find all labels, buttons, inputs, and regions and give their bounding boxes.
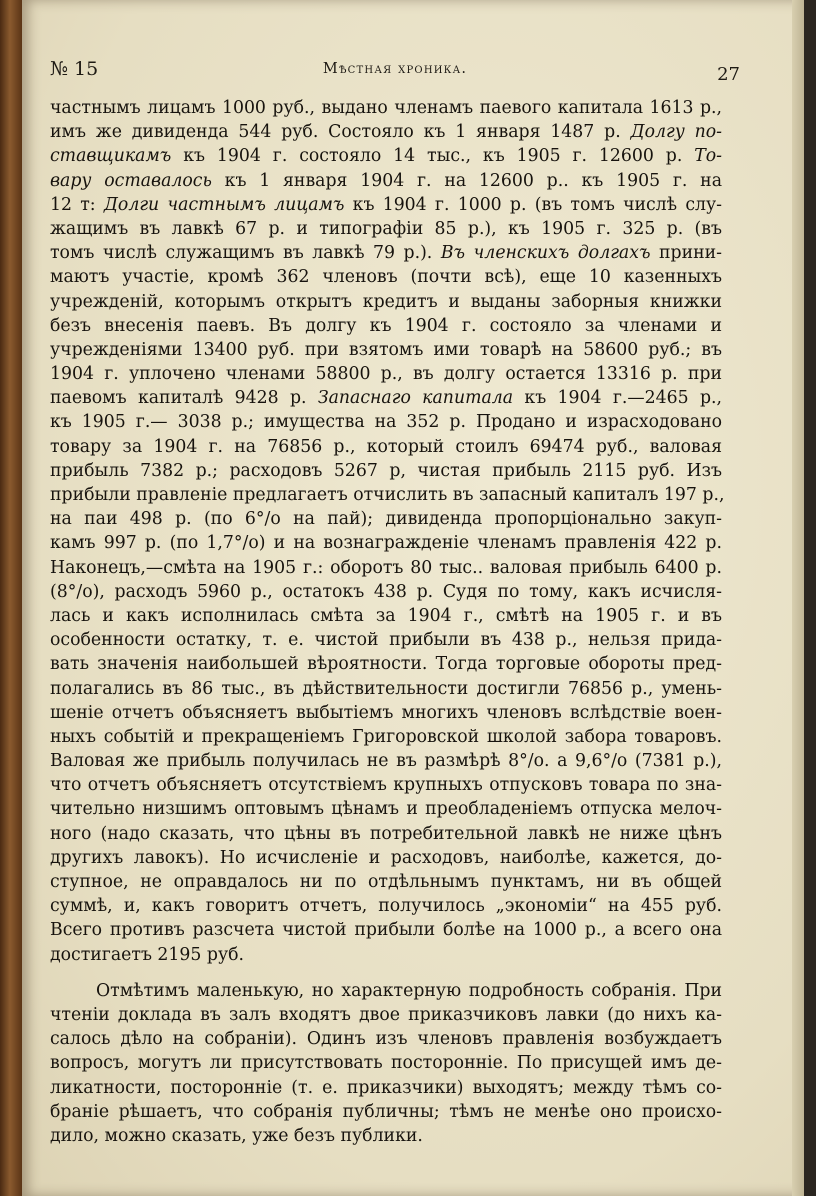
text-run: Валовая же прибыль получилась не въ размѣрѣ 8°/о. а 9,6°/о (7381 р.), bbox=[50, 751, 722, 772]
text-line bbox=[50, 701, 722, 725]
text-line bbox=[50, 459, 722, 483]
text-line bbox=[50, 241, 722, 265]
text-run: прини- bbox=[650, 243, 722, 264]
italic-term: Долгу по- bbox=[630, 122, 722, 143]
page-edge bbox=[792, 0, 804, 1196]
text-run: учрежденій, которымъ открытъ кредитъ и выданы заборныя книжки bbox=[50, 291, 722, 312]
text-run: безъ внесенія паевъ. Въ долгу къ 1904 г. состояло за членами и bbox=[50, 315, 722, 336]
italic-term: вару оставалось bbox=[50, 170, 212, 191]
text-line bbox=[50, 749, 722, 773]
text-run: томъ числѣ служащимъ въ лавкѣ 79 р.). bbox=[50, 243, 441, 264]
paragraph-gap bbox=[50, 967, 722, 979]
text-line bbox=[50, 362, 722, 386]
text-line bbox=[50, 193, 722, 217]
text-line bbox=[50, 725, 722, 749]
text-run: жащимъ въ лавкѣ 67 р. и типографіи 85 р.), къ 1905 г. 325 р. (въ bbox=[50, 218, 722, 239]
text-run: Наконецъ,—смѣта на 1905 г.: оборотъ 80 тыс.. валовая прибыль 6400 р. bbox=[50, 557, 722, 578]
text-run: вопросъ, могутъ ли присутствовать посторонніе. По присущей имъ де- bbox=[50, 1053, 722, 1074]
text-line bbox=[50, 1124, 722, 1148]
text-run: лась и какъ исполнилась смѣта за 1904 г., смѣтѣ на 1905 г. и въ bbox=[50, 605, 722, 626]
text-run: браніе рѣшаетъ, что собранія публичны; тѣмъ не менѣе оно происхо- bbox=[50, 1101, 722, 1122]
text-run: къ 1905 г.— 3038 р.; имущества на 352 р. Продано и израсходовано bbox=[50, 412, 722, 433]
text-run: вать значенія наибольшей вѣроятности. Тогда торговые обороты пред- bbox=[50, 654, 722, 675]
text-line bbox=[50, 1076, 722, 1100]
text-run: ныхъ событій и прекращеніемъ Григоровской школой забора товаровъ. bbox=[50, 726, 722, 747]
italic-term: Въ членскихъ долгахъ bbox=[440, 243, 651, 264]
book-spine bbox=[0, 0, 22, 1196]
text-run: ступное, не оправдалось ни по отдѣльнымъ пунктамъ, ни въ общей bbox=[50, 872, 722, 892]
italic-term: Запаснаго капитала bbox=[317, 388, 514, 409]
text-line bbox=[50, 120, 722, 144]
text-run: на паи 498 р. (по 6°/о на пай); дивиденда пропорціонально закуп- bbox=[50, 509, 722, 530]
text-line bbox=[50, 338, 722, 362]
text-line bbox=[50, 144, 722, 168]
text-run: прибыль 7382 р.; расходовъ 5267 р, чистая прибыль 2115 руб. Изъ bbox=[50, 460, 722, 481]
section-title: Мѣстная хроника. bbox=[322, 61, 468, 77]
text-line bbox=[50, 290, 722, 314]
text-line bbox=[50, 870, 722, 894]
text-line bbox=[50, 846, 722, 870]
text-run: камъ 997 р. (по 1,7°/о) и на вознагражденіе членамъ правленія 422 р. bbox=[50, 533, 722, 554]
paragraph bbox=[50, 96, 725, 967]
text-run: достигаетъ 2195 руб. bbox=[50, 944, 245, 965]
text-line bbox=[50, 96, 722, 120]
article-body bbox=[50, 96, 725, 1148]
text-line bbox=[50, 410, 722, 434]
text-run: дило, можно сказать, уже безъ публики. bbox=[50, 1125, 423, 1146]
text-line bbox=[50, 1003, 722, 1027]
text-line bbox=[50, 797, 722, 821]
text-run: маютъ участіе, кромѣ 362 членовъ (почти всѣ), еще 10 казенныхъ bbox=[50, 267, 722, 288]
text-run: прибыли правленіе предлагаетъ отчислить въ запасный капиталъ 197 р., bbox=[50, 485, 725, 505]
text-run: полагались въ 86 тыс., въ дѣйствительности достигли 76856 р., умень- bbox=[50, 678, 722, 699]
text-run: суммѣ, и, какъ говоритъ отчетъ, получилось „экономіи“ на 455 руб. bbox=[50, 896, 722, 917]
text-line bbox=[50, 677, 722, 701]
text-line bbox=[50, 556, 722, 580]
text-run: Всего противъ разсчета чистой прибыли болѣе на 1000 р., а всего она bbox=[50, 920, 722, 941]
italic-term: ставщикамъ bbox=[50, 146, 172, 167]
text-run: ликатности, посторонніе (т. е. приказчики) выходятъ; между тѣмъ со- bbox=[50, 1077, 722, 1098]
text-line bbox=[50, 531, 722, 555]
text-line bbox=[50, 918, 722, 942]
text-line bbox=[50, 604, 722, 628]
text-run: Отмѣтимъ маленькую, но характерную подробность собранія. При bbox=[96, 980, 722, 1001]
text-run: частнымъ лицамъ 1000 руб., выдано членамъ паевого капитала 1613 р., bbox=[50, 98, 722, 118]
text-line bbox=[50, 894, 722, 918]
text-run: 1904 г. уплочено членами 58800 р., въ долгу остается 13316 р. при bbox=[50, 364, 722, 385]
text-line bbox=[50, 773, 722, 797]
paragraph bbox=[50, 979, 722, 1148]
text-line bbox=[50, 483, 725, 507]
text-run: шеніе отчетъ объясняетъ выбытіемъ многихъ членовъ вслѣдствіе воен- bbox=[50, 702, 722, 723]
text-run: 12 т: bbox=[50, 194, 104, 215]
text-run: что отчетъ объясняетъ отсутствіемъ крупныхъ отпусковъ товара по зна- bbox=[50, 775, 722, 796]
text-line bbox=[50, 314, 722, 338]
text-run: учрежденіями 13400 руб. при взятомъ ими товарѣ на 58600 руб.; въ bbox=[50, 339, 722, 360]
text-run: другихъ лавокъ). Но исчисленіе и расходовъ, наиболѣе, кажется, до- bbox=[50, 847, 722, 868]
text-line bbox=[50, 1051, 722, 1075]
text-line bbox=[50, 822, 722, 846]
text-run: къ 1904 г. 1000 р. (въ томъ числѣ слу- bbox=[344, 194, 722, 215]
text-line bbox=[50, 169, 722, 193]
text-line bbox=[50, 507, 722, 531]
text-run: чтеніи доклада въ залъ входятъ двое приказчиковъ лавки (до нихъ ка- bbox=[50, 1004, 722, 1025]
text-line bbox=[50, 580, 722, 604]
text-run: товару за 1904 г. на 76856 р., который стоилъ 69474 руб., валовая bbox=[50, 436, 722, 457]
running-header bbox=[50, 54, 740, 88]
text-run: салось дѣло на собраніи). Одинъ изъ членовъ правленія возбуждаетъ bbox=[50, 1029, 722, 1050]
text-run: къ 1 января 1904 г. на 12600 р.. къ 1905 г. на bbox=[211, 170, 723, 191]
issue-number: № 15 bbox=[50, 58, 99, 80]
text-line bbox=[50, 217, 722, 241]
text-run: къ 1904 г.—2465 р., bbox=[513, 388, 723, 409]
text-line bbox=[50, 652, 722, 676]
text-line bbox=[50, 265, 722, 289]
text-line bbox=[50, 628, 722, 652]
text-run: паевомъ капиталѣ 9428 р. bbox=[50, 388, 318, 409]
text-run: особенности остатку, т. е. чистой прибыли въ 438 р., нельзя прида- bbox=[50, 630, 722, 651]
italic-term: Долги частнымъ лицамъ bbox=[103, 194, 345, 215]
text-line bbox=[50, 979, 722, 1003]
text-line bbox=[50, 943, 722, 967]
page-number: 27 bbox=[717, 64, 740, 85]
text-run: ного (надо сказать, что цѣны въ потребительной лавкѣ не ниже цѣнъ bbox=[50, 823, 722, 844]
text-run: (8°/о), расходъ 5960 р., остатокъ 438 р. Судя по тому, какъ исчисля- bbox=[50, 581, 722, 602]
text-line bbox=[50, 386, 722, 410]
text-line bbox=[50, 1027, 722, 1051]
text-line bbox=[50, 1100, 722, 1124]
text-run: чительно низшимъ оптовымъ цѣнамъ и преобладеніемъ отпуска мелоч- bbox=[50, 799, 722, 820]
book-page bbox=[22, 0, 804, 1196]
italic-term: То- bbox=[694, 146, 722, 167]
text-run: имъ же дивиденда 544 руб. Состояло къ 1 января 1487 р. bbox=[50, 122, 631, 143]
text-line bbox=[50, 435, 722, 459]
text-run: къ 1904 г. состояло 14 тыс., къ 1905 г. 12600 р. bbox=[171, 146, 695, 167]
